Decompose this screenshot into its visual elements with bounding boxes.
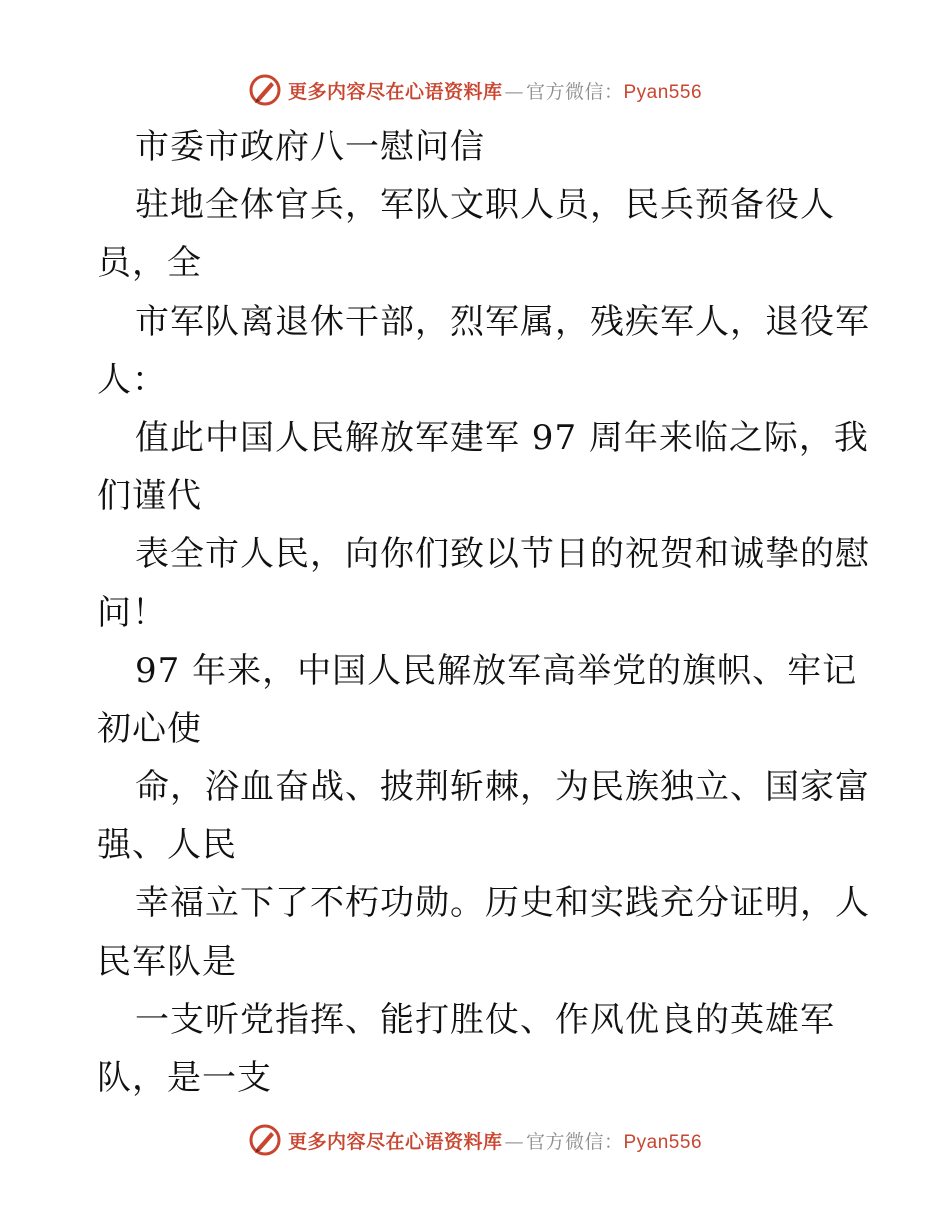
text-line: 值此中国人民解放军建军 97 周年来临之际，我 bbox=[135, 417, 869, 458]
pen-logo-icon bbox=[248, 73, 282, 107]
text-line: 民军队是 bbox=[97, 941, 237, 982]
footer-watermark bbox=[0, 1120, 950, 1160]
header-watermark bbox=[0, 70, 950, 110]
text-line: 命，浴血奋战、披荆斩棘，为民族独立、国家富 bbox=[135, 767, 870, 808]
text-line: 们谨代 bbox=[97, 476, 202, 517]
watermark-text: 更多内容尽在心语资料库 — 官方微信：Pyan556 bbox=[287, 1130, 703, 1153]
text-line: 员，全 bbox=[97, 243, 202, 284]
text-line: 幸福立下了不朽功勋。历史和实践充分证明，人 bbox=[135, 883, 870, 924]
text-line: 问！ bbox=[97, 592, 167, 633]
text-line: 强、人民 bbox=[97, 825, 237, 866]
watermark-group bbox=[248, 1123, 702, 1157]
text-line: 一支听党指挥、能打胜仗、作风优良的英雄军 bbox=[135, 999, 835, 1040]
text-line: 初心使 bbox=[97, 708, 202, 749]
text-line: 表全市人民，向你们致以节日的祝贺和诚挚的慰 bbox=[135, 534, 870, 575]
pen-logo-icon bbox=[248, 1123, 282, 1157]
text-line: 97 年来，中国人民解放军高举党的旗帜、牢记 bbox=[135, 650, 858, 691]
letter-title: 市委市政府八一慰问信 bbox=[135, 127, 485, 167]
text-line: 人： bbox=[97, 359, 167, 400]
text-line: 队，是一支 bbox=[97, 1058, 272, 1098]
watermark-group bbox=[248, 73, 702, 107]
text-line: 驻地全体官兵，军队文职人员，民兵预备役人 bbox=[135, 185, 835, 226]
watermark-text: 更多内容尽在心语资料库 — 官方微信：Pyan556 bbox=[287, 80, 703, 103]
text-line: 市军队离退休干部，烈军属，残疾军人，退役军 bbox=[135, 301, 870, 342]
letter-body bbox=[97, 118, 870, 1107]
